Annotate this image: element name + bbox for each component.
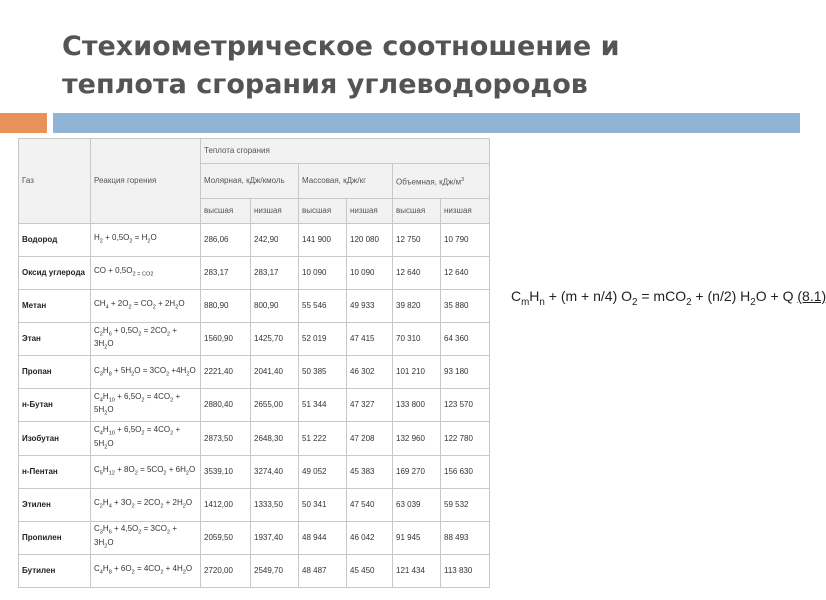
reaction-text: + 4,5O xyxy=(111,524,139,534)
cell-reaction xyxy=(91,389,201,422)
table-row xyxy=(19,455,490,488)
cell-mass-higher: 51 222 xyxy=(299,422,347,455)
cell-mass-lower: 46 042 xyxy=(347,521,393,554)
reaction-subscript: 3 xyxy=(99,529,103,536)
reaction-text: H xyxy=(102,497,109,507)
cell-volume-lower: 122 780 xyxy=(441,422,490,455)
reaction-text: H xyxy=(102,365,109,375)
reaction-text: = 4CO xyxy=(134,564,161,574)
formula-text: + (m + n/4) O xyxy=(544,288,633,304)
formula-text: H xyxy=(529,288,540,304)
reaction-text: O xyxy=(185,564,193,574)
cell-molar-higher: 2059,50 xyxy=(201,521,251,554)
cell-mass-lower: 46 302 xyxy=(347,356,393,389)
cell-molar-lower: 242,90 xyxy=(251,224,299,257)
table-row xyxy=(19,224,490,257)
table-row xyxy=(19,521,490,554)
reaction-subscript: 2 xyxy=(128,304,132,311)
reaction-subscript: 2 xyxy=(170,397,174,404)
reaction-subscript: 3 xyxy=(99,371,103,378)
cell-volume-higher: 101 210 xyxy=(393,356,441,389)
combustion-table-container xyxy=(18,138,489,588)
cell-molar-lower: 283,17 xyxy=(251,257,299,290)
reaction-subscript: 8 xyxy=(108,371,112,378)
reaction-text: C xyxy=(94,424,100,434)
formula-subscript: n xyxy=(539,296,545,308)
reaction-text: O xyxy=(189,464,196,474)
cell-mass-lower: 47 327 xyxy=(347,389,393,422)
cell-reaction xyxy=(91,455,201,488)
cell-mass-lower: 120 080 xyxy=(347,224,393,257)
cell-molar-lower: 3274,40 xyxy=(251,455,299,488)
formula-expression xyxy=(511,288,798,308)
header-mass-lower: низшая xyxy=(347,199,393,224)
reaction-subscript: 8 xyxy=(108,569,112,576)
reaction-subscript: 10 xyxy=(108,430,115,437)
table-row xyxy=(19,389,490,422)
reaction-text: H xyxy=(102,325,109,335)
reaction-text: C xyxy=(94,365,100,375)
cell-mass-higher: 50 385 xyxy=(299,356,347,389)
reaction-text: + 2H xyxy=(163,497,183,507)
formula-text: = mCO xyxy=(637,288,687,304)
reaction-text: = 2CO xyxy=(141,325,167,335)
reaction-text: C xyxy=(94,524,100,534)
table-row xyxy=(19,323,490,356)
cell-volume-higher: 91 945 xyxy=(393,521,441,554)
accent-bar-orange xyxy=(0,113,47,133)
reaction-subscript: 4 xyxy=(99,569,103,576)
cell-volume-higher: 63 039 xyxy=(393,488,441,521)
header-volume-higher: высшая xyxy=(393,199,441,224)
reaction-subscript: 2 xyxy=(104,543,108,550)
reaction-subscript: 2 xyxy=(129,238,133,245)
cell-reaction xyxy=(91,257,201,290)
cell-gas: Этилен xyxy=(19,488,91,521)
cell-molar-lower: 2655,00 xyxy=(251,389,299,422)
cell-reaction xyxy=(91,554,201,587)
reaction-subscript: 2 xyxy=(104,444,108,451)
cell-mass-higher: 48 487 xyxy=(299,554,347,587)
cell-molar-higher: 286,06 xyxy=(201,224,251,257)
cell-gas: Оксид углерода xyxy=(19,257,91,290)
cell-volume-higher: 12 640 xyxy=(393,257,441,290)
reaction-text: C xyxy=(94,391,100,401)
reaction-text: O = 3CO xyxy=(134,365,167,375)
reaction-subscript: 2 xyxy=(131,503,135,510)
header-volume-exponent: 3 xyxy=(461,176,465,183)
reaction-subscript: 2 xyxy=(166,371,170,378)
reaction-subscript: 2 xyxy=(182,503,186,510)
cell-reaction xyxy=(91,356,201,389)
reaction-text: + 0,5O xyxy=(111,325,139,335)
combustion-formula xyxy=(511,288,826,310)
reaction-text: C xyxy=(94,564,100,574)
cell-mass-higher: 141 900 xyxy=(299,224,347,257)
header-mass: Массовая, кДж/кг xyxy=(299,164,393,199)
cell-reaction xyxy=(91,290,201,323)
reaction-subscript: 2 xyxy=(131,569,135,576)
reaction-subscript: 4 xyxy=(108,503,112,510)
cell-mass-higher: 49 052 xyxy=(299,455,347,488)
reaction-subscript: 2 xyxy=(104,344,108,351)
cell-molar-higher: 2873,50 xyxy=(201,422,251,455)
reaction-subscript: 2 = CO2 xyxy=(132,271,154,278)
reaction-text: + 4H xyxy=(163,564,183,574)
formula-subscript: 2 xyxy=(750,296,756,308)
reaction-text: + 6,5O xyxy=(114,391,142,401)
reaction-text: + 5H xyxy=(111,365,132,375)
cell-molar-lower: 1425,70 xyxy=(251,323,299,356)
reaction-text: = H xyxy=(132,233,148,243)
header-reaction: Реакция горения xyxy=(91,139,201,224)
reaction-subscript: 2 xyxy=(160,569,164,576)
combustion-heat-table xyxy=(18,138,490,588)
reaction-text: = CO xyxy=(131,299,153,309)
reaction-text: +4H xyxy=(169,365,187,375)
table-body xyxy=(19,224,490,588)
reaction-text: O xyxy=(189,365,196,375)
reaction-text: + 6O xyxy=(111,564,132,574)
reaction-subscript: 2 xyxy=(166,529,171,536)
accent-bar-blue xyxy=(53,113,800,133)
reaction-subscript: 2 xyxy=(134,470,138,477)
cell-mass-higher: 48 944 xyxy=(299,521,347,554)
reaction-text: = 4CO xyxy=(144,424,171,434)
cell-molar-lower: 2549,70 xyxy=(251,554,299,587)
cell-volume-lower: 156 630 xyxy=(441,455,490,488)
reaction-subscript: 2 xyxy=(104,411,108,418)
cell-molar-higher: 283,17 xyxy=(201,257,251,290)
reaction-text: + 5H xyxy=(94,424,181,448)
cell-volume-lower: 10 790 xyxy=(441,224,490,257)
cell-gas: н-Пентан xyxy=(19,455,91,488)
formula-reference: (8.1) xyxy=(797,288,826,304)
title-line-1: Стехиометрическое соотношение и xyxy=(62,31,620,62)
header-mass-higher: высшая xyxy=(299,199,347,224)
table-row xyxy=(19,356,490,389)
cell-molar-higher: 2221,40 xyxy=(201,356,251,389)
table-row xyxy=(19,554,490,587)
reaction-text: O xyxy=(178,299,185,309)
reaction-subscript: 2 xyxy=(186,371,190,378)
cell-volume-lower: 113 830 xyxy=(441,554,490,587)
cell-volume-higher: 70 310 xyxy=(393,323,441,356)
formula-text: C xyxy=(511,288,522,304)
cell-gas: Метан xyxy=(19,290,91,323)
cell-reaction xyxy=(91,422,201,455)
cell-mass-lower: 10 090 xyxy=(347,257,393,290)
reaction-subscript: 10 xyxy=(108,397,115,404)
cell-gas: Водород xyxy=(19,224,91,257)
cell-gas: Этан xyxy=(19,323,91,356)
cell-mass-lower: 45 450 xyxy=(347,554,393,587)
cell-mass-higher: 50 341 xyxy=(299,488,347,521)
reaction-text: O xyxy=(107,405,114,415)
reaction-text: + 3H xyxy=(94,325,178,349)
cell-mass-lower: 49 933 xyxy=(347,290,393,323)
reaction-subscript: 2 xyxy=(138,331,142,338)
formula-text: O + Q xyxy=(755,288,798,304)
table-row xyxy=(19,422,490,455)
table-row xyxy=(19,488,490,521)
reaction-subscript: 4 xyxy=(99,397,103,404)
reaction-subscript: 2 xyxy=(152,304,156,311)
cell-molar-higher: 2880,40 xyxy=(201,389,251,422)
table-row xyxy=(19,290,490,323)
reaction-subscript: 2 xyxy=(99,503,103,510)
header-molar-lower: низшая xyxy=(251,199,299,224)
reaction-text: + 8O xyxy=(114,464,135,474)
cell-molar-higher: 1560,90 xyxy=(201,323,251,356)
reaction-text: + 3O xyxy=(111,497,132,507)
cell-molar-lower: 1937,40 xyxy=(251,521,299,554)
reaction-text: CO + 0,5O xyxy=(94,266,133,276)
header-volume-text: Объемная, кДж/м xyxy=(396,177,462,187)
reaction-text: H xyxy=(102,464,109,474)
reaction-subscript: 2 xyxy=(138,529,142,536)
cell-volume-lower: 88 493 xyxy=(441,521,490,554)
reaction-text: H xyxy=(102,524,109,534)
cell-volume-lower: 64 360 xyxy=(441,323,490,356)
reaction-text: + 2O xyxy=(108,299,129,309)
cell-volume-lower: 59 532 xyxy=(441,488,490,521)
cell-reaction xyxy=(91,488,201,521)
reaction-text: O xyxy=(185,497,193,507)
reaction-subscript: 4 xyxy=(105,304,109,311)
cell-mass-higher: 10 090 xyxy=(299,257,347,290)
formula-subscript: m xyxy=(521,296,530,308)
reaction-subscript: 2 xyxy=(166,331,171,338)
cell-mass-lower: 47 208 xyxy=(347,422,393,455)
cell-molar-higher: 3539,10 xyxy=(201,455,251,488)
cell-volume-lower: 93 180 xyxy=(441,356,490,389)
cell-volume-higher: 132 960 xyxy=(393,422,441,455)
reaction-text: = 2CO xyxy=(134,497,161,507)
title-line-2: теплота сгорания углеводородов xyxy=(62,69,588,100)
reaction-subscript: 12 xyxy=(108,470,115,477)
cell-mass-lower: 45 383 xyxy=(347,455,393,488)
reaction-text: C xyxy=(94,325,100,335)
formula-subscript: 2 xyxy=(632,296,638,308)
cell-molar-lower: 2648,30 xyxy=(251,422,299,455)
reaction-text: + 6H xyxy=(166,464,186,474)
cell-volume-higher: 133 800 xyxy=(393,389,441,422)
reaction-subscript: 2 xyxy=(163,470,167,477)
reaction-subscript: 6 xyxy=(108,529,112,536)
reaction-subscript: 2 xyxy=(175,304,179,311)
reaction-subscript: 2 xyxy=(141,430,145,437)
cell-molar-lower: 1333,50 xyxy=(251,488,299,521)
reaction-text: + 6,5O xyxy=(114,424,142,434)
reaction-subscript: 4 xyxy=(99,430,103,437)
cell-gas: Пропан xyxy=(19,356,91,389)
reaction-text: O xyxy=(150,233,157,243)
cell-molar-higher: 2720,00 xyxy=(201,554,251,587)
reaction-text: = 4CO xyxy=(144,391,171,401)
reaction-subscript: 2 xyxy=(131,371,135,378)
reaction-text: O xyxy=(107,339,114,349)
reaction-subscript: 6 xyxy=(108,331,112,338)
reaction-subscript: 2 xyxy=(99,238,103,245)
cell-reaction xyxy=(91,224,201,257)
formula-subscript: 2 xyxy=(686,296,692,308)
reaction-text: O xyxy=(107,438,114,448)
reaction-subscript: 5 xyxy=(99,470,103,477)
cell-gas: Бутилен xyxy=(19,554,91,587)
reaction-text: + 2H xyxy=(155,299,176,309)
header-gas: Газ xyxy=(19,139,91,224)
reaction-text: C xyxy=(94,464,100,474)
cell-gas: Пропилен xyxy=(19,521,91,554)
reaction-text: H xyxy=(94,233,100,243)
cell-molar-higher: 1412,00 xyxy=(201,488,251,521)
reaction-text: CH xyxy=(94,299,106,309)
reaction-text: H xyxy=(102,564,109,574)
header-volume-lower: низшая xyxy=(441,199,490,224)
reaction-text: O xyxy=(107,537,114,547)
cell-molar-lower: 800,90 xyxy=(251,290,299,323)
header-molar-higher: высшая xyxy=(201,199,251,224)
cell-gas: Изобутан xyxy=(19,422,91,455)
cell-volume-higher: 39 820 xyxy=(393,290,441,323)
reaction-text: = 5CO xyxy=(137,464,164,474)
cell-mass-higher: 51 344 xyxy=(299,389,347,422)
cell-molar-lower: 2041,40 xyxy=(251,356,299,389)
cell-volume-lower: 123 570 xyxy=(441,389,490,422)
reaction-text: = 3CO xyxy=(141,524,167,534)
cell-volume-higher: 121 434 xyxy=(393,554,441,587)
cell-volume-lower: 12 640 xyxy=(441,257,490,290)
header-volume xyxy=(393,164,490,199)
reaction-subscript: 2 xyxy=(141,397,145,404)
reaction-text: + 3H xyxy=(94,524,178,547)
reaction-subscript: 2 xyxy=(99,331,103,338)
reaction-subscript: 2 xyxy=(185,470,190,477)
reaction-text: H xyxy=(102,391,109,401)
cell-reaction xyxy=(91,521,201,554)
reaction-subscript: 2 xyxy=(147,238,151,245)
cell-volume-higher: 169 270 xyxy=(393,455,441,488)
cell-mass-lower: 47 415 xyxy=(347,323,393,356)
header-heat: Теплота сгорания xyxy=(201,139,490,164)
cell-mass-higher: 52 019 xyxy=(299,323,347,356)
reaction-subscript: 2 xyxy=(182,569,186,576)
cell-molar-higher: 880,90 xyxy=(201,290,251,323)
reaction-text: H xyxy=(102,424,109,434)
reaction-text: C xyxy=(94,497,100,507)
cell-volume-higher: 12 750 xyxy=(393,224,441,257)
cell-mass-lower: 47 540 xyxy=(347,488,393,521)
reaction-text: + 0,5O xyxy=(102,233,130,243)
cell-reaction xyxy=(91,323,201,356)
formula-text: + (n/2) H xyxy=(691,288,751,304)
table-row xyxy=(19,257,490,290)
slide-title xyxy=(62,28,762,104)
cell-volume-lower: 35 880 xyxy=(441,290,490,323)
cell-mass-higher: 55 546 xyxy=(299,290,347,323)
reaction-text: + 5H xyxy=(94,391,181,415)
reaction-subscript: 2 xyxy=(160,503,164,510)
cell-gas: н-Бутан xyxy=(19,389,91,422)
header-molar: Молярная, кДж/кмоль xyxy=(201,164,299,199)
reaction-subscript: 2 xyxy=(170,430,174,437)
